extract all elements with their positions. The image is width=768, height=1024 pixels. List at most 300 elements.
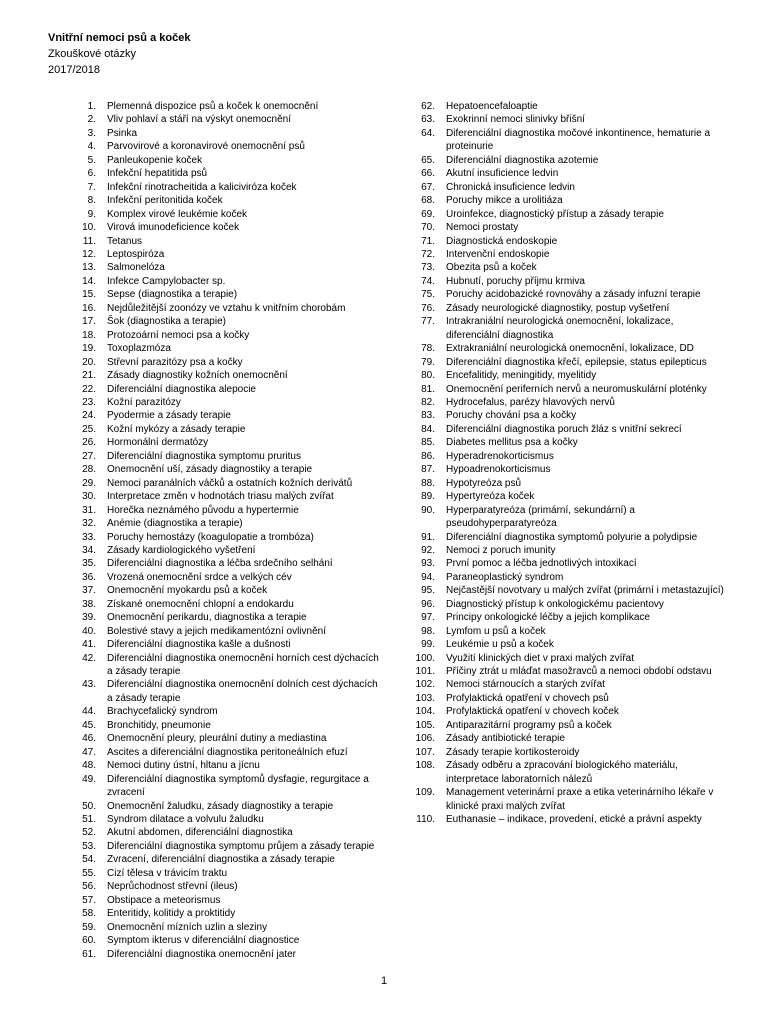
question-item	[48, 315, 383, 328]
question-text: Zásady kardiologického vyšetření	[107, 544, 256, 556]
question-item	[48, 921, 383, 934]
question-item	[387, 678, 727, 691]
question-item	[387, 719, 727, 732]
question-item	[48, 329, 383, 342]
question-text: Onemocnění perikardu, diagnostika a terapie	[107, 612, 307, 624]
question-item	[48, 907, 383, 920]
question-item	[48, 261, 383, 274]
question-text: Extrakraniální neurologická onemocnění, lokalizace, DD	[446, 343, 694, 355]
question-item	[387, 369, 727, 382]
question-number: 41.	[82, 639, 96, 651]
question-item	[48, 678, 383, 705]
question-number: 78.	[421, 343, 435, 355]
question-text: Hubnutí, poruchy příjmu krmiva	[446, 275, 585, 287]
question-number: 90.	[421, 504, 435, 516]
question-number: 110.	[416, 814, 435, 826]
question-item	[387, 181, 727, 194]
question-number: 88.	[421, 477, 435, 489]
question-number: 54.	[82, 854, 96, 866]
question-number: 14.	[82, 275, 96, 287]
question-text: Poruchy mikce a urolitiáza	[446, 195, 563, 207]
question-number: 61.	[82, 948, 96, 960]
question-text: Onemocnění pleury, pleurální dutiny a mediastina	[107, 733, 327, 745]
question-text: Virová imunodeficience koček	[107, 222, 240, 234]
question-number: 45.	[82, 719, 96, 731]
question-item	[387, 759, 727, 786]
question-item	[387, 490, 727, 503]
question-item	[48, 113, 383, 126]
question-text: Syndrom dilatace a volvulu žaludku	[107, 814, 264, 826]
question-number: 51.	[82, 814, 96, 826]
question-number: 49.	[82, 773, 96, 785]
question-item	[387, 409, 727, 422]
question-number: 29.	[82, 477, 96, 489]
question-text: Hormonální dermatózy	[107, 437, 209, 449]
question-number: 66.	[421, 168, 435, 180]
question-text: Psinka	[107, 127, 138, 139]
question-text: Protozoární nemoci psa a kočky	[107, 329, 250, 341]
question-item	[387, 208, 727, 221]
question-item	[48, 504, 383, 517]
question-number: 70.	[421, 222, 435, 234]
question-item	[387, 261, 727, 274]
question-item	[387, 396, 727, 409]
question-text: Onemocnění žaludku, zásady diagnostiky a terapie	[107, 800, 334, 812]
question-number: 84.	[421, 423, 435, 435]
question-number: 60.	[82, 935, 96, 947]
question-number: 77.	[421, 316, 435, 328]
question-text: Hypotyreóza psů	[446, 477, 522, 489]
question-item	[387, 786, 727, 813]
question-item	[387, 356, 727, 369]
question-text: Diferenciální diagnostika onemocnění jater	[107, 948, 296, 960]
question-item	[48, 880, 383, 893]
question-item	[48, 248, 383, 261]
question-number: 6.	[87, 168, 96, 180]
question-text: Encefalitidy, meningitidy, myelitidy	[446, 370, 597, 382]
question-text: Kožní parazitózy	[107, 396, 181, 408]
question-item	[387, 504, 727, 531]
question-number: 18.	[82, 329, 96, 341]
question-number: 48.	[82, 760, 96, 772]
question-number: 102.	[415, 679, 435, 691]
question-text: Management veterinární praxe a etika veterinárního lékaře v klinické praxi malých zvířat	[446, 787, 714, 812]
question-item	[48, 853, 383, 866]
question-text: Diferenciální diagnostika a léčba srdečního selhání	[107, 558, 333, 570]
question-item	[48, 436, 383, 449]
question-number: 59.	[82, 921, 96, 933]
question-item	[48, 490, 383, 503]
question-number: 35.	[82, 558, 96, 570]
question-item	[48, 181, 383, 194]
question-item	[387, 221, 727, 234]
question-number: 39.	[82, 612, 96, 624]
question-item	[48, 934, 383, 947]
question-item	[48, 423, 383, 436]
question-item	[387, 275, 727, 288]
question-item	[48, 463, 383, 476]
question-number: 19.	[82, 343, 96, 355]
question-number: 65.	[421, 154, 435, 166]
question-text: Diferenciální diagnostika močové inkontinence, hematurie a proteinurie	[446, 127, 711, 153]
question-number: 28.	[82, 464, 96, 476]
question-number: 11.	[82, 235, 96, 247]
question-text: Poruchy acidobazické rovnováhy a zásady infuzní terapie	[446, 289, 701, 301]
question-text: Zásady odběru a zpracování biologického materiálu, interpretace laboratorních nálezů	[446, 760, 678, 785]
question-item	[48, 208, 383, 221]
question-item	[387, 705, 727, 718]
question-item	[48, 302, 383, 315]
question-text: Onemocnění periferních nervů a neuromuskulární ploténky	[446, 383, 707, 395]
question-number: 101.	[415, 666, 435, 678]
question-text: Diferenciální diagnostika onemocnění dolních cest dýchacích a zásady terapie	[107, 679, 378, 704]
question-item	[48, 746, 383, 759]
question-item	[387, 477, 727, 490]
question-number: 17.	[82, 316, 96, 328]
question-text: Pyodermie a zásady terapie	[107, 410, 231, 422]
question-number: 56.	[82, 881, 96, 893]
question-number: 44.	[82, 706, 96, 718]
question-text: Diferenciální diagnostika alepocie	[107, 383, 256, 395]
question-item	[48, 409, 383, 422]
document-subtitle: Zkouškové otázky	[48, 48, 137, 60]
question-item	[48, 517, 383, 530]
question-number: 68.	[421, 195, 435, 207]
question-text: Infekční hepatitida psů	[107, 168, 208, 180]
question-text: Interpretace změn v hodnotách triasu malých zvířat	[107, 491, 334, 503]
question-text: Infekční peritonitida koček	[107, 195, 223, 207]
question-item	[48, 356, 383, 369]
question-number: 67.	[421, 181, 435, 193]
question-item	[48, 221, 383, 234]
question-number: 46.	[82, 733, 96, 745]
question-text: Leukémie u psů a koček	[446, 639, 554, 651]
question-item	[48, 477, 383, 490]
question-item	[387, 571, 727, 584]
question-text: První pomoc a léčba jednotlivých intoxikací	[446, 558, 637, 570]
question-number: 81.	[421, 383, 435, 395]
question-item	[48, 732, 383, 745]
question-text: Euthanasie – indikace, provedení, etické a právní aspekty	[446, 814, 702, 826]
question-text: Profylaktická opatření v chovech koček	[446, 706, 619, 718]
question-number: 96.	[421, 598, 435, 610]
question-number: 107.	[415, 746, 435, 758]
question-number: 85.	[421, 437, 435, 449]
question-text: Tetanus	[107, 235, 143, 247]
question-text: Onemocnění mízních uzlin a sleziny	[107, 921, 268, 933]
page-number: 1	[380, 975, 388, 987]
question-text: Diferenciální diagnostika kašle a dušnosti	[107, 639, 291, 651]
question-number: 105.	[415, 719, 435, 731]
question-text: Diferenciální diagnostika symptomů dysfagie, regurgitace a zvracení	[107, 773, 369, 799]
question-text: Antiparazitární programy psů a koček	[446, 719, 612, 731]
question-item	[387, 598, 727, 611]
question-item	[48, 557, 383, 570]
question-item	[387, 531, 727, 544]
question-number: 83.	[421, 410, 435, 422]
question-number: 55.	[82, 867, 96, 879]
question-text: Hydrocefalus, parézy hlavových nervů	[446, 396, 615, 408]
question-number: 4.	[87, 141, 96, 153]
question-text: Intervenční endoskopie	[446, 248, 550, 260]
question-item	[387, 813, 727, 826]
question-number: 104.	[415, 706, 435, 718]
question-list-right-column	[387, 100, 727, 826]
question-number: 20.	[82, 356, 96, 368]
question-text: Nemoci paranálních váčků a ostatních kožních derivátů	[107, 477, 353, 489]
question-item	[387, 288, 727, 301]
question-number: 27.	[82, 450, 96, 462]
question-number: 99.	[421, 639, 435, 651]
question-text: Získané onemocnění chlopní a endokardu	[107, 598, 294, 610]
question-number: 2.	[87, 114, 96, 126]
question-number: 16.	[82, 302, 96, 314]
question-text: Zásady neurologické diagnostiky, postup vyšetření	[446, 302, 670, 314]
question-text: Diferenciální diagnostika onemocnění horních cest dýchacích a zásady terapie	[107, 652, 379, 678]
question-number: 79.	[421, 356, 435, 368]
question-text: Bolestivé stavy a jejich medikamentózní ovlivnění	[107, 625, 326, 637]
question-item	[387, 450, 727, 463]
question-number: 32.	[82, 518, 96, 530]
question-item	[48, 826, 383, 839]
question-item	[48, 759, 383, 772]
question-text: Diferenciální diagnostika symptomu průjem a zásady terapie	[107, 840, 375, 852]
question-number: 33.	[82, 531, 96, 543]
question-item	[387, 746, 727, 759]
question-item	[387, 611, 727, 624]
question-item	[48, 100, 383, 113]
question-number: 74.	[421, 275, 435, 287]
question-number: 106.	[415, 733, 435, 745]
question-text: Hepatoencefaloaptie	[446, 101, 538, 112]
question-number: 62.	[421, 101, 435, 112]
question-item	[48, 773, 383, 800]
question-text: Nemoci dutiny ústní, hltanu a jícnu	[107, 760, 260, 772]
question-text: Nemoci stárnoucích a starých zvířat	[446, 679, 605, 691]
question-item	[48, 840, 383, 853]
question-text: Nejdůležitější zoonózy ve vztahu k vnitřním chorobám	[107, 302, 346, 314]
question-number: 82.	[421, 396, 435, 408]
question-text: Cizí tělesa v trávicím traktu	[107, 867, 228, 879]
question-text: Poruchy hemostázy (koagulopatie a trombóza)	[107, 531, 314, 543]
question-text: Brachycefalický syndrom	[107, 706, 218, 718]
question-list-left-column	[48, 100, 383, 961]
question-item	[48, 235, 383, 248]
question-text: Leptospiróza	[107, 248, 165, 260]
question-number: 72.	[421, 248, 435, 260]
question-item	[48, 800, 383, 813]
question-number: 69.	[421, 208, 435, 220]
question-item	[48, 383, 383, 396]
question-text: Horečka neznámého původu a hypertermie	[107, 504, 299, 516]
question-text: Vrozená onemocnění srdce a velkých cév	[107, 571, 292, 583]
question-text: Diferenciální diagnostika symptomu pruritus	[107, 450, 301, 462]
question-number: 92.	[421, 544, 435, 556]
question-item	[48, 652, 383, 679]
question-number: 23.	[82, 396, 96, 408]
question-text: Nemoci z poruch imunity	[446, 544, 556, 556]
question-number: 9.	[87, 208, 96, 220]
question-text: Diferenciální diagnostika poruch žláz s vnitřní sekrecí	[446, 423, 682, 435]
question-number: 50.	[82, 800, 96, 812]
question-item	[387, 383, 727, 396]
question-number: 31.	[82, 504, 96, 516]
question-number: 47.	[82, 746, 96, 758]
question-item	[387, 652, 727, 665]
question-text: Kožní mykózy a zásady terapie	[107, 423, 246, 435]
question-number: 64.	[421, 127, 435, 139]
question-text: Hypertyreóza koček	[446, 491, 535, 503]
question-text: Příčiny ztrát u mláďat masožravců a nemoci období odstavu	[446, 666, 712, 678]
question-number: 15.	[82, 289, 96, 301]
question-number: 97.	[421, 612, 435, 624]
question-text: Ascites a diferenciální diagnostika peritoneálních efuzí	[107, 746, 348, 758]
question-item	[48, 342, 383, 355]
question-item	[48, 813, 383, 826]
question-item	[48, 127, 383, 140]
question-item	[387, 423, 727, 436]
question-text: Diagnostická endoskopie	[446, 235, 558, 247]
question-text: Poruchy chování psa a kočky	[446, 410, 577, 422]
question-item	[48, 396, 383, 409]
question-number: 53.	[82, 840, 96, 852]
question-number: 37.	[82, 585, 96, 597]
question-number: 109.	[415, 787, 435, 799]
question-text: Hyperparatyreóza (primární, sekundární) a pseudohyperparatyreóza	[446, 504, 635, 530]
question-number: 98.	[421, 625, 435, 637]
question-text: Symptom ikterus v diferenciální diagnostice	[107, 935, 300, 947]
question-text: Infekce Campylobacter sp.	[107, 275, 226, 287]
question-number: 95.	[421, 585, 435, 597]
question-number: 38.	[82, 598, 96, 610]
question-text: Zásady terapie kortikosteroidy	[446, 746, 580, 758]
question-item	[387, 315, 727, 342]
question-item	[387, 113, 727, 126]
question-item	[48, 611, 383, 624]
question-number: 52.	[82, 827, 96, 839]
question-text: Diferenciální diagnostika symptomů polyurie a polydipsie	[446, 531, 698, 543]
question-item	[387, 544, 727, 557]
question-text: Uroinfekce, diagnostický přístup a zásady terapie	[446, 208, 664, 220]
question-item	[387, 692, 727, 705]
question-number: 7.	[87, 181, 96, 193]
question-item	[387, 463, 727, 476]
question-number: 87.	[421, 464, 435, 476]
question-text: Bronchitidy, pneumonie	[107, 719, 211, 731]
question-number: 89.	[421, 491, 435, 503]
question-item	[387, 100, 727, 113]
question-text: Salmonelóza	[107, 262, 165, 274]
question-number: 25.	[82, 423, 96, 435]
question-item	[48, 598, 383, 611]
question-item	[387, 302, 727, 315]
question-text: Akutní insuficience ledvin	[446, 168, 559, 180]
question-item	[387, 732, 727, 745]
question-text: Principy onkologické léčby a jejich komplikace	[446, 612, 650, 624]
question-number: 76.	[421, 302, 435, 314]
question-number: 100.	[415, 652, 435, 664]
question-item	[48, 625, 383, 638]
question-number: 3.	[87, 127, 96, 139]
question-item	[387, 167, 727, 180]
question-item	[387, 248, 727, 261]
question-number: 22.	[82, 383, 96, 395]
question-item	[48, 140, 383, 153]
question-text: Profylaktická opatření v chovech psů	[446, 692, 609, 704]
question-item	[48, 167, 383, 180]
question-number: 12.	[82, 248, 96, 260]
question-text: Toxoplazmóza	[107, 343, 171, 355]
question-text: Diagnostický přístup k onkologickému pacientovy	[446, 598, 664, 610]
question-item	[48, 719, 383, 732]
question-text: Hyperadrenokorticismus	[446, 450, 554, 462]
question-number: 75.	[421, 289, 435, 301]
question-text: Obezita psů a koček	[446, 262, 537, 274]
question-text: Zásady antibiotické terapie	[446, 733, 565, 745]
question-number: 71.	[421, 235, 435, 247]
question-text: Obstipace a meteorismus	[107, 894, 221, 906]
question-item	[387, 127, 727, 154]
question-item	[48, 894, 383, 907]
question-item	[387, 584, 727, 597]
question-item	[387, 638, 727, 651]
question-number: 91.	[421, 531, 435, 543]
question-text: Využití klinických diet v praxi malých zvířat	[446, 652, 635, 664]
question-text: Infekční rinotracheitida a kaliciviróza koček	[107, 181, 297, 193]
question-text: Diabetes mellitus psa a kočky	[446, 437, 578, 449]
question-text: Nemoci prostaty	[446, 222, 519, 234]
question-number: 103.	[415, 692, 435, 704]
question-item	[48, 571, 383, 584]
question-number: 63.	[421, 114, 435, 126]
question-number: 36.	[82, 571, 96, 583]
question-item	[48, 584, 383, 597]
question-item	[387, 154, 727, 167]
question-item	[387, 625, 727, 638]
question-number: 5.	[87, 154, 96, 166]
question-item	[48, 531, 383, 544]
question-text: Sepse (diagnostika a terapie)	[107, 289, 238, 301]
question-number: 43.	[82, 679, 96, 691]
question-item	[48, 544, 383, 557]
document-title: Vnitřní nemoci psů a koček	[48, 32, 191, 44]
question-text: Chronická insuficience ledvin	[446, 181, 575, 193]
question-text: Onemocnění uší, zásady diagnostiky a terapie	[107, 464, 313, 476]
question-number: 86.	[421, 450, 435, 462]
question-text: Diferenciální diagnostika křečí, epilepsie, status epilepticus	[446, 356, 707, 368]
question-item	[387, 665, 727, 678]
question-text: Enteritidy, kolitidy a proktitidy	[107, 908, 236, 920]
question-text: Nejčastější novotvary u malých zvířat (primární i metastazující)	[446, 585, 724, 597]
question-number: 21.	[82, 370, 96, 382]
document-header	[48, 30, 190, 78]
question-text: Exokrinní nemoci slinivky břišní	[446, 114, 585, 126]
question-item	[387, 436, 727, 449]
question-number: 34.	[82, 544, 96, 556]
question-number: 1.	[87, 101, 96, 112]
question-number: 24.	[82, 410, 96, 422]
question-number: 80.	[421, 370, 435, 382]
question-text: Paraneoplastický syndrom	[446, 571, 564, 583]
question-text: Zásady diagnostiky kožních onemocnění	[107, 370, 288, 382]
question-text: Střevní parazitózy psa a kočky	[107, 356, 243, 368]
question-item	[48, 867, 383, 880]
question-number: 30.	[82, 491, 96, 503]
question-item	[48, 638, 383, 651]
question-item	[48, 369, 383, 382]
question-text: Komplex virové leukémie koček	[107, 208, 248, 220]
question-number: 13.	[82, 262, 96, 274]
